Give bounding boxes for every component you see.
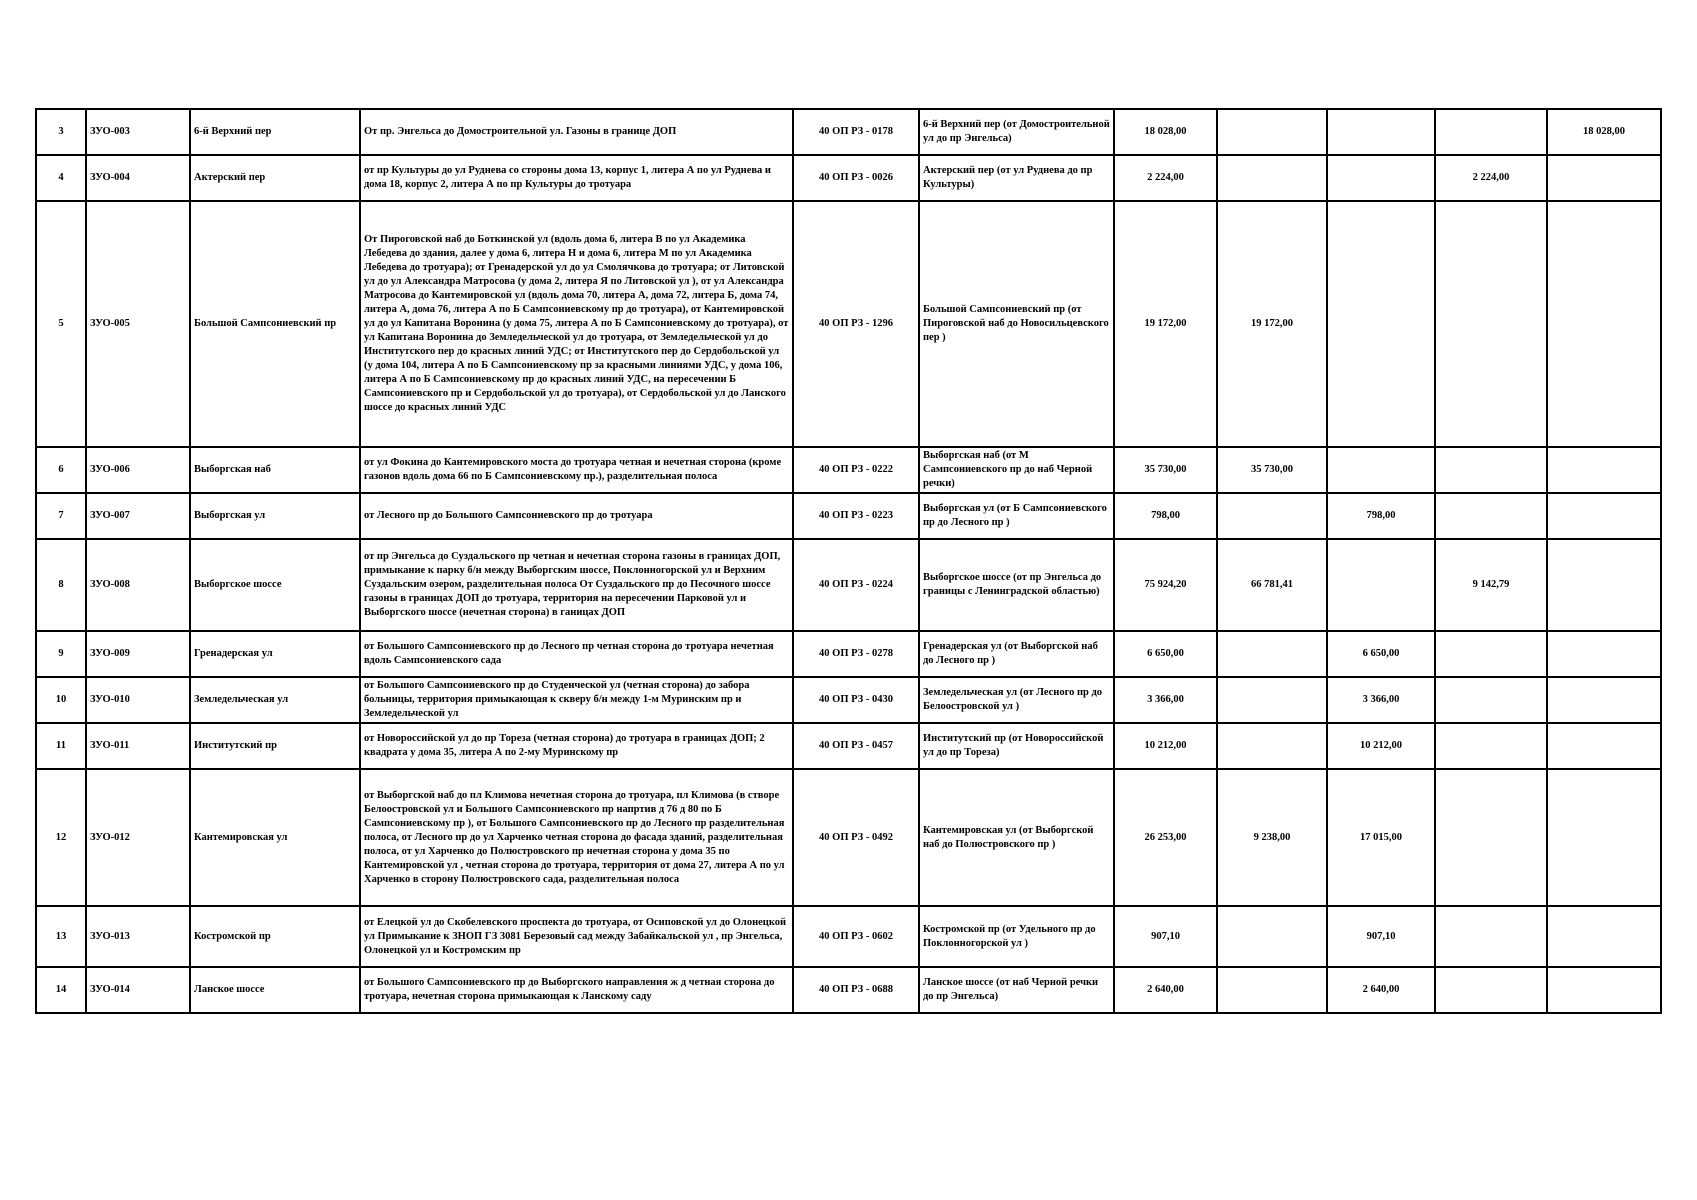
object-code-cell: ЗУО-008: [86, 539, 190, 631]
boundaries-description-cell: От пр. Энгельса до Домостроительной ул. Газоны в границе ДОП: [360, 109, 793, 155]
boundaries-description-cell: от ул Фокина до Кантемировского моста до тротуара четная и нечетная сторона (кроме газонов вдоль дома 66 по Б Сампсониевскому пр.), разделительная полоса: [360, 447, 793, 493]
street-name-cell: Актерский пер: [190, 155, 360, 201]
street-name-cell: Гренадерская ул: [190, 631, 360, 677]
road-section-cell: Кантемировская ул (от Выборгской наб до Полюстровского пр ): [919, 769, 1114, 906]
road-registry-number-cell: 40 ОП РЗ - 0278: [793, 631, 919, 677]
total-area-cell: 18 028,00: [1114, 109, 1217, 155]
area-column-3-cell: [1435, 109, 1547, 155]
object-code-cell: ЗУО-011: [86, 723, 190, 769]
row-number-cell: 5: [36, 201, 86, 447]
area-column-2-cell: [1327, 539, 1435, 631]
road-section-cell: Большой Сампсониевский пр (от Пироговской наб до Новосильцевского пер ): [919, 201, 1114, 447]
area-column-4-cell: [1547, 769, 1661, 906]
boundaries-description-cell: От Пироговской наб до Боткинской ул (вдоль дома 6, литера В по ул Академика Лебедева до здания, далее у дома 6, литера Н и дома 6, литера М по ул Академика Лебедева до тротуара); от Гренадерской ул до ул Смолячкова до тротуара; от Литовской ул до ул Александра Матросова (у дома 2, литера Я по Литовской ул ), от ул Александра Матросова до Кантемировской ул (вдоль дома 70, литера А, дома 72, литера Б, дома 74, литера А, дома 76, литера А по Б Сампсониевскому пр до тротуара), от Кантемировской ул до ул Капитана Воронина (у дома 75, литера А по Б Сампсониевскому до тротуара), от ул Капитана Воронина до Земледельческой ул до тротуара, от Земледельческой ул до Институтского пер до красных линий УДС; от Институтского пер до Сердобольской ул (у дома 104, литера А по Б Сампсониевскому пр за красными линиями УДС, у дома 106, литера А по Б Сампсониевскому пр до красных линий УДС, на пересечении Б Сампсониевского пр и Сердобольской ул до тротуара), от Сердобольской ул до Ланского шоссе до красных линий УДС: [360, 201, 793, 447]
road-section-cell: Выборгская ул (от Б Сампсониевского пр до Лесного пр ): [919, 493, 1114, 539]
row-number-cell: 8: [36, 539, 86, 631]
object-code-cell: ЗУО-004: [86, 155, 190, 201]
road-registry-number-cell: 40 ОП РЗ - 0223: [793, 493, 919, 539]
area-column-2-cell: [1327, 447, 1435, 493]
green-zones-register-table: [35, 108, 1662, 1014]
table-row: [36, 201, 1661, 447]
row-number-cell: 3: [36, 109, 86, 155]
road-section-cell: Костромской пр (от Удельного пр до Поклонногорской ул ): [919, 906, 1114, 967]
area-column-4-cell: [1547, 631, 1661, 677]
boundaries-description-cell: от пр Культуры до ул Руднева со стороны дома 13, корпус 1, литера А по ул Руднева и дома 18, корпус 2, литера А по пр Культуры до тротуара: [360, 155, 793, 201]
road-registry-number-cell: 40 ОП РЗ - 0222: [793, 447, 919, 493]
table-row: [36, 539, 1661, 631]
area-column-4-cell: [1547, 906, 1661, 967]
total-area-cell: 26 253,00: [1114, 769, 1217, 906]
total-area-cell: 19 172,00: [1114, 201, 1217, 447]
road-section-cell: Актерский пер (от ул Руднева до пр Культуры): [919, 155, 1114, 201]
table-row: [36, 631, 1661, 677]
area-column-4-cell: [1547, 155, 1661, 201]
street-name-cell: Выборгская наб: [190, 447, 360, 493]
area-column-3-cell: 2 224,00: [1435, 155, 1547, 201]
street-name-cell: Выборгское шоссе: [190, 539, 360, 631]
total-area-cell: 907,10: [1114, 906, 1217, 967]
road-section-cell: Гренадерская ул (от Выборгской наб до Лесного пр ): [919, 631, 1114, 677]
area-column-3-cell: [1435, 493, 1547, 539]
road-section-cell: Институтский пр (от Новороссийской ул до пр Тореза): [919, 723, 1114, 769]
table-row: [36, 447, 1661, 493]
area-column-2-cell: [1327, 201, 1435, 447]
document-page: [35, 108, 1660, 1014]
area-column-2-cell: 2 640,00: [1327, 967, 1435, 1013]
total-area-cell: 75 924,20: [1114, 539, 1217, 631]
area-column-2-cell: 17 015,00: [1327, 769, 1435, 906]
area-column-1-cell: [1217, 906, 1327, 967]
road-registry-number-cell: 40 ОП РЗ - 0430: [793, 677, 919, 723]
object-code-cell: ЗУО-003: [86, 109, 190, 155]
area-column-2-cell: [1327, 155, 1435, 201]
total-area-cell: 35 730,00: [1114, 447, 1217, 493]
row-number-cell: 6: [36, 447, 86, 493]
area-column-1-cell: 35 730,00: [1217, 447, 1327, 493]
boundaries-description-cell: от Лесного пр до Большого Сампсониевского пр до тротуара: [360, 493, 793, 539]
total-area-cell: 2 640,00: [1114, 967, 1217, 1013]
road-section-cell: Выборгская наб (от М Сампсониевского пр до наб Черной речки): [919, 447, 1114, 493]
boundaries-description-cell: от Большого Сампсониевского пр до Выборгского направления ж д четная сторона до тротуара, нечетная сторона примыкающая к Ланскому саду: [360, 967, 793, 1013]
object-code-cell: ЗУО-014: [86, 967, 190, 1013]
road-section-cell: Земледельческая ул (от Лесного пр до Белоостровской ул ): [919, 677, 1114, 723]
row-number-cell: 14: [36, 967, 86, 1013]
street-name-cell: Выборгская ул: [190, 493, 360, 539]
road-registry-number-cell: 40 ОП РЗ - 1296: [793, 201, 919, 447]
area-column-1-cell: [1217, 493, 1327, 539]
table-row: [36, 906, 1661, 967]
area-column-4-cell: [1547, 677, 1661, 723]
table-row: [36, 677, 1661, 723]
row-number-cell: 13: [36, 906, 86, 967]
road-registry-number-cell: 40 ОП РЗ - 0602: [793, 906, 919, 967]
street-name-cell: Кантемировская ул: [190, 769, 360, 906]
total-area-cell: 10 212,00: [1114, 723, 1217, 769]
row-number-cell: 12: [36, 769, 86, 906]
object-code-cell: ЗУО-005: [86, 201, 190, 447]
area-column-3-cell: 9 142,79: [1435, 539, 1547, 631]
street-name-cell: Земледельческая ул: [190, 677, 360, 723]
area-column-3-cell: [1435, 906, 1547, 967]
area-column-1-cell: 19 172,00: [1217, 201, 1327, 447]
area-column-1-cell: [1217, 631, 1327, 677]
road-registry-number-cell: 40 ОП РЗ - 0492: [793, 769, 919, 906]
table-row: [36, 723, 1661, 769]
road-section-cell: 6-й Верхний пер (от Домостроительной ул до пр Энгельса): [919, 109, 1114, 155]
area-column-2-cell: 6 650,00: [1327, 631, 1435, 677]
area-column-2-cell: 3 366,00: [1327, 677, 1435, 723]
area-column-1-cell: 9 238,00: [1217, 769, 1327, 906]
area-column-3-cell: [1435, 201, 1547, 447]
area-column-3-cell: [1435, 723, 1547, 769]
boundaries-description-cell: от Новороссийской ул до пр Тореза (четная сторона) до тротуара в границах ДОП; 2 квадрата у дома 35, литера А по 2-му Муринскому пр: [360, 723, 793, 769]
object-code-cell: ЗУО-006: [86, 447, 190, 493]
area-column-4-cell: [1547, 447, 1661, 493]
object-code-cell: ЗУО-007: [86, 493, 190, 539]
object-code-cell: ЗУО-009: [86, 631, 190, 677]
area-column-4-cell: [1547, 723, 1661, 769]
street-name-cell: Большой Сампсониевский пр: [190, 201, 360, 447]
boundaries-description-cell: от Елецкой ул до Скобелевского проспекта до тротуара, от Осиповской ул до Олонецкой ул Примыкание к ЗНОП ГЗ 3081 Березовый сад между Забайкальской ул , пр Энгельса, Олонецкой ул и Костромским пр: [360, 906, 793, 967]
row-number-cell: 7: [36, 493, 86, 539]
road-section-cell: Ланское шоссе (от наб Черной речки до пр Энгельса): [919, 967, 1114, 1013]
area-column-1-cell: [1217, 967, 1327, 1013]
road-section-cell: Выборгское шоссе (от пр Энгельса до границы с Ленинградской областью): [919, 539, 1114, 631]
area-column-3-cell: [1435, 769, 1547, 906]
area-column-4-cell: [1547, 201, 1661, 447]
area-column-1-cell: [1217, 723, 1327, 769]
table-row: [36, 493, 1661, 539]
area-column-2-cell: [1327, 109, 1435, 155]
area-column-4-cell: [1547, 493, 1661, 539]
row-number-cell: 4: [36, 155, 86, 201]
area-column-1-cell: 66 781,41: [1217, 539, 1327, 631]
object-code-cell: ЗУО-013: [86, 906, 190, 967]
area-column-3-cell: [1435, 631, 1547, 677]
total-area-cell: 6 650,00: [1114, 631, 1217, 677]
object-code-cell: ЗУО-012: [86, 769, 190, 906]
road-registry-number-cell: 40 ОП РЗ - 0026: [793, 155, 919, 201]
area-column-1-cell: [1217, 677, 1327, 723]
area-column-3-cell: [1435, 967, 1547, 1013]
area-column-2-cell: 10 212,00: [1327, 723, 1435, 769]
boundaries-description-cell: от пр Энгельса до Суздальского пр четная и нечетная сторона газоны в границах ДОП, примыкание к парку б/н между Выборгским шоссе, Поклонногорской ул и Верхним Суздальским озером, разделительная полоса От Суздальского пр до Песочного шоссе газоны в границах ДОП до тротуара, территория на пересечении Парковой ул и Выборгского шоссе (нечетная сторона) в ганицах ДОП: [360, 539, 793, 631]
area-column-1-cell: [1217, 109, 1327, 155]
object-code-cell: ЗУО-010: [86, 677, 190, 723]
table-row: [36, 769, 1661, 906]
table-row: [36, 967, 1661, 1013]
area-column-2-cell: 798,00: [1327, 493, 1435, 539]
boundaries-description-cell: от Большого Сампсониевского пр до Студенческой ул (четная сторона) до забора больницы, территория примыкающая к скверу б/н между 1-м Муринским пр и Земледельческой ул: [360, 677, 793, 723]
total-area-cell: 2 224,00: [1114, 155, 1217, 201]
row-number-cell: 10: [36, 677, 86, 723]
row-number-cell: 9: [36, 631, 86, 677]
street-name-cell: 6-й Верхний пер: [190, 109, 360, 155]
table-row: [36, 155, 1661, 201]
road-registry-number-cell: 40 ОП РЗ - 0457: [793, 723, 919, 769]
area-column-1-cell: [1217, 155, 1327, 201]
road-registry-number-cell: 40 ОП РЗ - 0224: [793, 539, 919, 631]
table-body: [36, 109, 1661, 1013]
road-registry-number-cell: 40 ОП РЗ - 0688: [793, 967, 919, 1013]
boundaries-description-cell: от Выборгской наб до пл Климова нечетная сторона до тротуара, пл Климова (в створе Белоостровской ул и Большого Сампсониевского пр напртив д 76 д 80 по Б Сампсониевскому пр ), от Большого Сампсониевского пр до Лесного пр разделительная полоса, от Лесного пр до ул Харченко четная сторона до фасада зданий, разделительная полоса, от ул Харченко до Полюстровского пр нечетная сторона у дома 35 по Кантемировской ул , четная сторона до тротуара, территория от дома 27, литера А по ул Харченко в сторону Полюстровского сада, разделительная полоса: [360, 769, 793, 906]
area-column-2-cell: 907,10: [1327, 906, 1435, 967]
street-name-cell: Институтский пр: [190, 723, 360, 769]
area-column-4-cell: [1547, 967, 1661, 1013]
road-registry-number-cell: 40 ОП РЗ - 0178: [793, 109, 919, 155]
total-area-cell: 798,00: [1114, 493, 1217, 539]
area-column-3-cell: [1435, 447, 1547, 493]
table-row: [36, 109, 1661, 155]
area-column-4-cell: 18 028,00: [1547, 109, 1661, 155]
area-column-4-cell: [1547, 539, 1661, 631]
area-column-3-cell: [1435, 677, 1547, 723]
street-name-cell: Ланское шоссе: [190, 967, 360, 1013]
total-area-cell: 3 366,00: [1114, 677, 1217, 723]
street-name-cell: Костромской пр: [190, 906, 360, 967]
boundaries-description-cell: от Большого Сампсониевского пр до Лесного пр четная сторона до тротуара нечетная вдоль Сампсониевского сада: [360, 631, 793, 677]
row-number-cell: 11: [36, 723, 86, 769]
